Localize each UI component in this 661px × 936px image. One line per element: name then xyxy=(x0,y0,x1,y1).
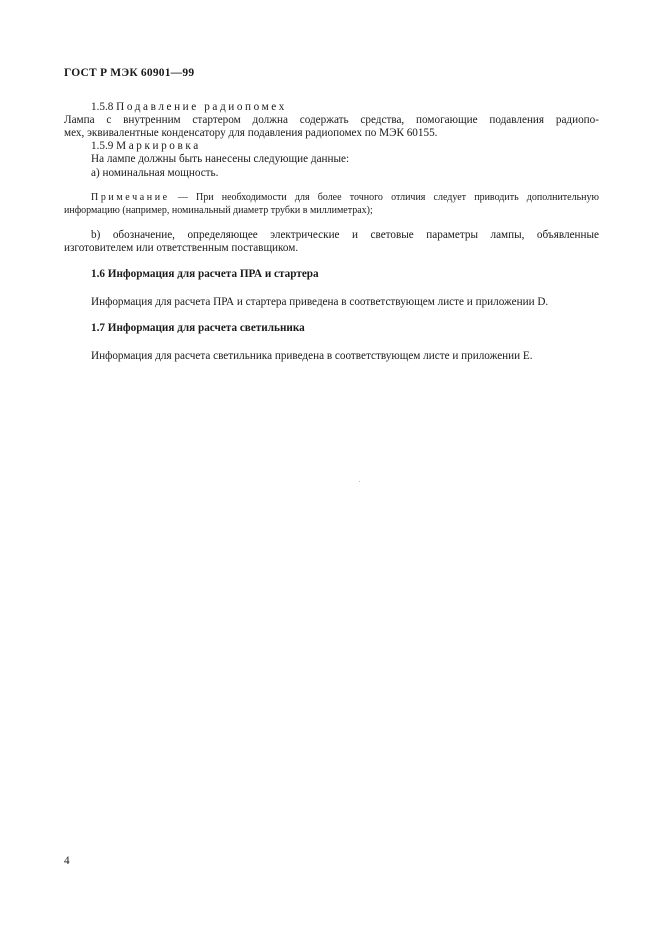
section-title: Подавление радиопомех xyxy=(116,101,287,113)
section-1-5-9-heading xyxy=(91,140,201,153)
paragraph-line: На лампе должны быть нанесены следующие данные: xyxy=(91,153,350,165)
note-label: Примечание xyxy=(91,192,170,203)
paragraph-line: изготовителем или ответственным поставщиком. xyxy=(64,242,299,254)
note-text: — При необходимости для более точного отличия следует приводить дополнительную xyxy=(177,192,599,203)
paragraph-line: Информация для расчета светильника приведена в соответствующем листе и приложении Е. xyxy=(91,350,533,362)
section-1-6-heading: 1.6 Информация для расчета ПРА и стартера xyxy=(91,268,319,280)
section-number: 1.5.9 xyxy=(91,140,114,152)
note-line xyxy=(91,191,599,204)
list-item-a: а) номинальная мощность. xyxy=(91,167,219,179)
note-line: информацию (например, номинальный диаметр трубки в миллиметрах); xyxy=(64,205,373,216)
scan-speck xyxy=(359,481,360,482)
section-number: 1.5.8 xyxy=(91,101,114,113)
standard-header: ГОСТ Р МЭК 60901—99 xyxy=(64,67,195,79)
paragraph-line: Лампа с внутренним стартером должна содержать средства, помогающие подавления радиопо- xyxy=(64,114,599,126)
list-item-b: b) обозначение, определяющее электрические и световые параметры лампы, объявленные xyxy=(91,229,599,241)
paragraph-line: мех, эквивалентные конденсатору для подавления радиопомех по МЭК 60155. xyxy=(64,127,438,139)
section-1-5-8-heading xyxy=(91,101,287,114)
section-1-7-heading: 1.7 Информация для расчета светильника xyxy=(91,322,305,334)
page-number: 4 xyxy=(64,855,70,867)
section-title: Маркировка xyxy=(116,140,201,152)
paragraph-line: Информация для расчета ПРА и стартера приведена в соответствующем листе и приложении D. xyxy=(91,296,549,308)
